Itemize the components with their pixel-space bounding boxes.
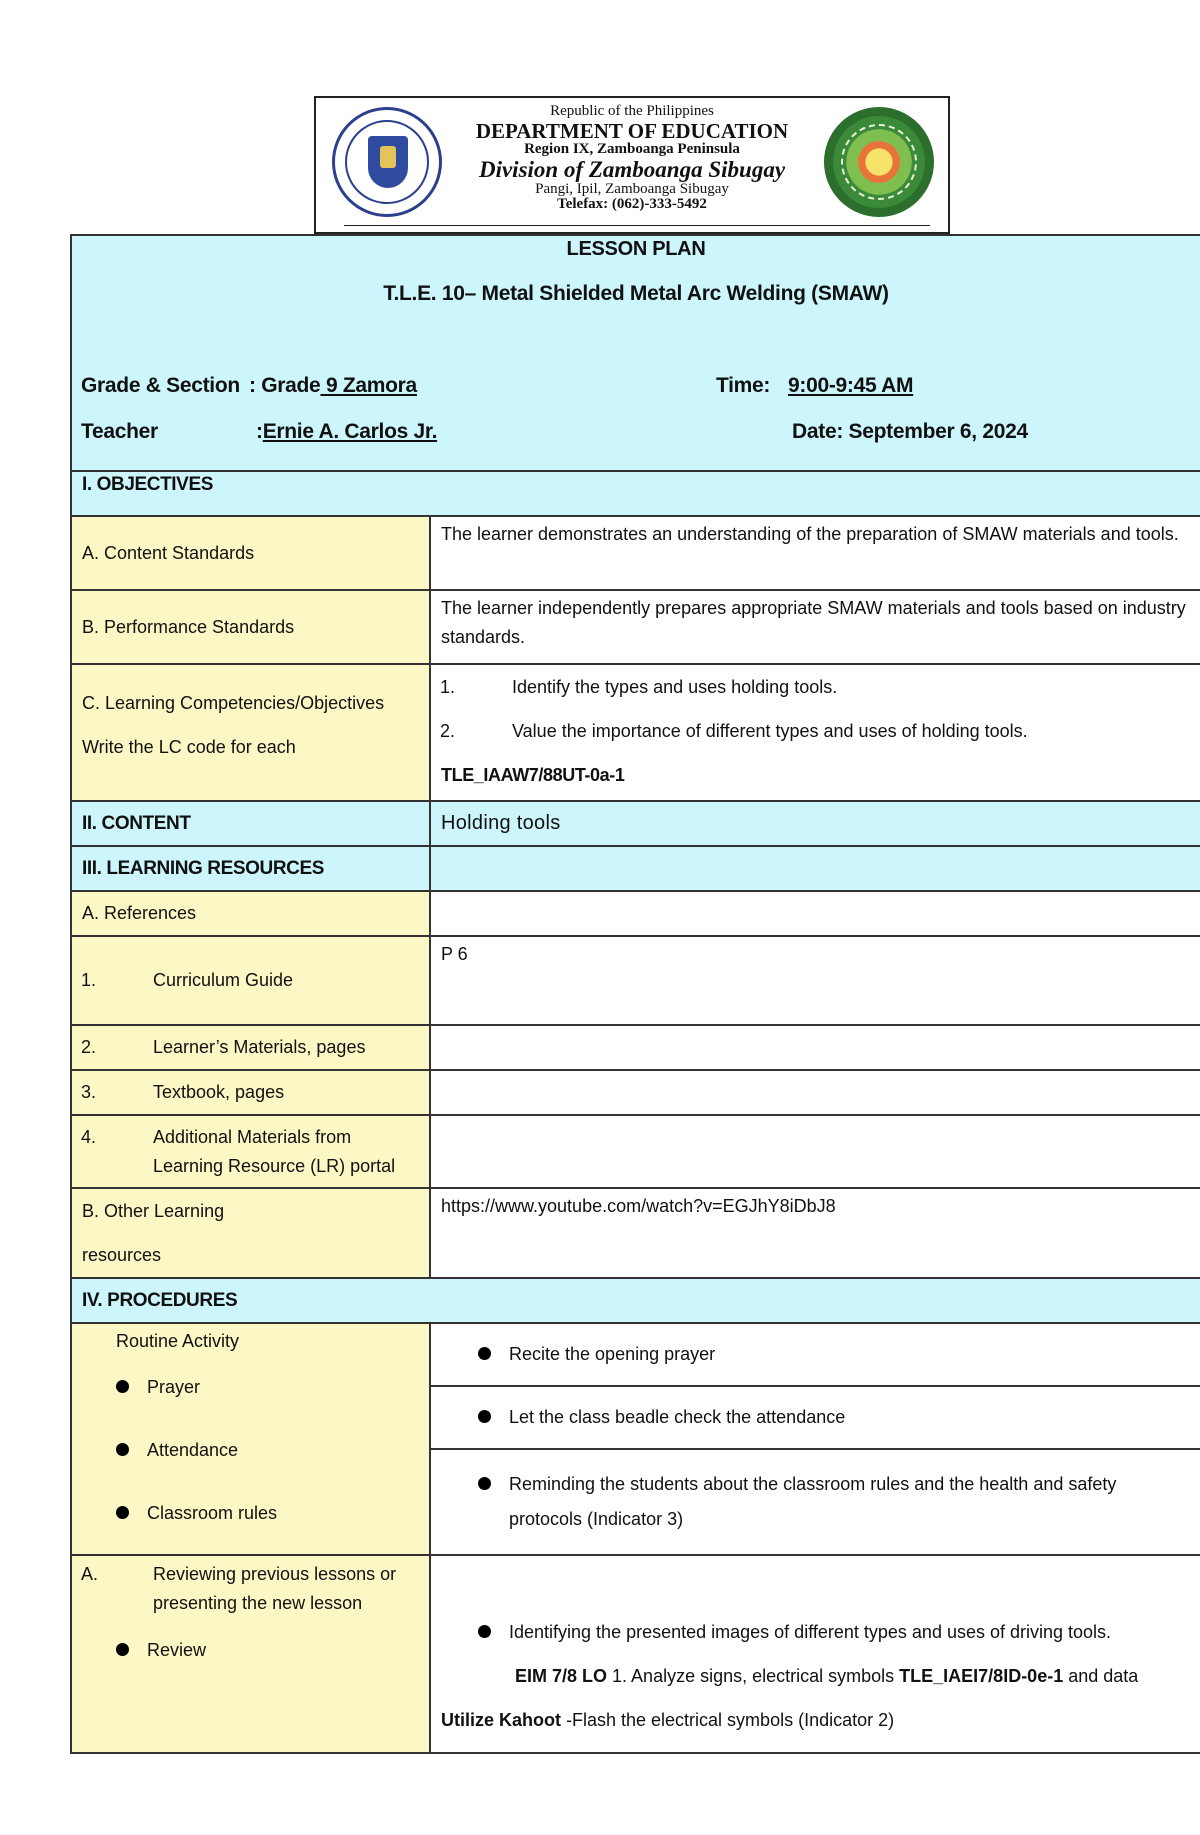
- procedures-heading: IV. PROCEDURES: [71, 1278, 1200, 1323]
- performance-standards-label: B. Performance Standards: [71, 590, 430, 664]
- telefax-line: Telefax: (062)-333-5492: [557, 196, 707, 213]
- bullet-icon: [116, 1443, 129, 1456]
- routine-actions-cell: [430, 1323, 1200, 1555]
- learners-materials-label: 2. Learner’s Materials, pages: [71, 1025, 430, 1070]
- department-line: DEPARTMENT OF EDUCATION: [475, 118, 789, 143]
- lesson-plan-table: [70, 234, 1200, 1754]
- lc-code: TLE_IAAW7/88UT-0a-1: [441, 765, 625, 785]
- performance-standards-text: The learner independently prepares appropriate SMAW materials and tools based on industry standards.: [430, 590, 1200, 664]
- bullet-icon: [478, 1477, 491, 1490]
- review-actions-cell: [430, 1555, 1200, 1753]
- competency-item: 1. Identify the types and uses holding tools.: [440, 677, 838, 697]
- republic-line: Republic of the Philippines: [550, 103, 714, 119]
- competencies-cell: [430, 664, 1200, 801]
- review-item: Review: [82, 1636, 419, 1665]
- subject-title: T.L.E. 10– Metal Shielded Metal Arc Welding (SMAW): [383, 282, 889, 305]
- routine-action: Reminding the students about the classroom rules and the health and safety protocols (Indicator 3): [431, 1449, 1200, 1554]
- lesson-header: [71, 235, 1200, 471]
- time-label: Time:: [716, 374, 771, 397]
- routine-cell: [71, 1323, 430, 1555]
- kahoot-line: Utilize Kahoot -Flash the electrical symbols (Indicator 2): [441, 1710, 895, 1730]
- address-line: Pangi, Ipil, Zamboanga Sibugay: [535, 180, 729, 197]
- youtube-link[interactable]: https://www.youtube.com/watch?v=EGJhY8iDbJ8: [430, 1188, 1200, 1278]
- time-value: 9:00-9:45 AM: [788, 374, 914, 397]
- letterhead-text: [446, 104, 818, 213]
- content-standards-text: The learner demonstrates an understanding of the preparation of SMAW materials and tools.: [430, 516, 1200, 590]
- competency-item: 2. Value the importance of different types and uses of holding tools.: [440, 721, 1028, 741]
- bullet-icon: [478, 1410, 491, 1423]
- curriculum-guide-value: P 6: [430, 936, 1200, 1025]
- bullet-icon: [478, 1625, 491, 1638]
- grade-sep: : Grade: [249, 374, 321, 397]
- deped-seal-logo: [332, 107, 442, 217]
- date-label: Date: September 6, 2024: [792, 420, 1028, 443]
- review-label: A. Reviewing previous lessons or presenting the new lesson: [81, 1564, 397, 1613]
- region-line: Region IX, Zamboanga Peninsula: [524, 140, 740, 157]
- letterhead: [314, 96, 950, 234]
- other-resources-label: B. Other Learning resources: [71, 1188, 430, 1278]
- competencies-note: Write the LC code for each: [82, 737, 296, 757]
- eim-line: EIM 7/8 LO 1. Analyze signs, electrical symbols TLE_IAEI7/8ID-0e-1 and data: [515, 1666, 1139, 1686]
- textbook-value: [430, 1070, 1200, 1115]
- content-value: Holding tools: [430, 801, 1200, 846]
- bullet-icon: [116, 1506, 129, 1519]
- references-label: A. References: [71, 891, 430, 936]
- content-heading: II. CONTENT: [71, 801, 430, 846]
- content-standards-label: A. Content Standards: [71, 516, 430, 590]
- routine-item-rules: Classroom rules: [116, 1482, 419, 1545]
- grade-value: 9 Zamora: [320, 374, 417, 397]
- review-action: Identifying the presented images of different types and uses of driving tools.: [441, 1610, 1190, 1654]
- review-cell: [71, 1555, 430, 1753]
- additional-materials-value: [430, 1115, 1200, 1188]
- teacher-value: Ernie A. Carlos Jr.: [262, 420, 438, 443]
- lesson-plan-title: LESSON PLAN: [566, 238, 706, 260]
- competencies-label-cell: [71, 664, 430, 801]
- competencies-label: C. Learning Competencies/Objectives: [82, 693, 385, 713]
- division-seal-logo: [824, 107, 934, 217]
- bullet-icon: [478, 1347, 491, 1360]
- grade-label: Grade & Section: [81, 374, 240, 397]
- routine-title: Routine Activity: [116, 1331, 240, 1351]
- letterhead-rule: [344, 225, 930, 226]
- textbook-label: 3. Textbook, pages: [71, 1070, 430, 1115]
- additional-materials-label: 4. Additional Materials from Learning Resource (LR) portal: [71, 1115, 430, 1188]
- routine-item-prayer: Prayer: [116, 1356, 419, 1419]
- division-line: Division of Zamboanga Sibugay: [478, 156, 786, 182]
- objectives-heading: I. OBJECTIVES: [71, 471, 1200, 516]
- routine-action: Recite the opening prayer: [431, 1324, 1200, 1386]
- routine-item-attendance: Attendance: [116, 1419, 419, 1482]
- curriculum-guide-label: 1. Curriculum Guide: [71, 936, 430, 1025]
- routine-action: Let the class beadle check the attendance: [431, 1386, 1200, 1449]
- teacher-sep: :: [256, 420, 263, 443]
- learners-materials-value: [430, 1025, 1200, 1070]
- resources-heading: III. LEARNING RESOURCES: [71, 846, 430, 891]
- bullet-icon: [116, 1380, 129, 1393]
- routine-list: [82, 1356, 419, 1545]
- bullet-icon: [116, 1643, 129, 1656]
- teacher-label: Teacher: [81, 420, 158, 443]
